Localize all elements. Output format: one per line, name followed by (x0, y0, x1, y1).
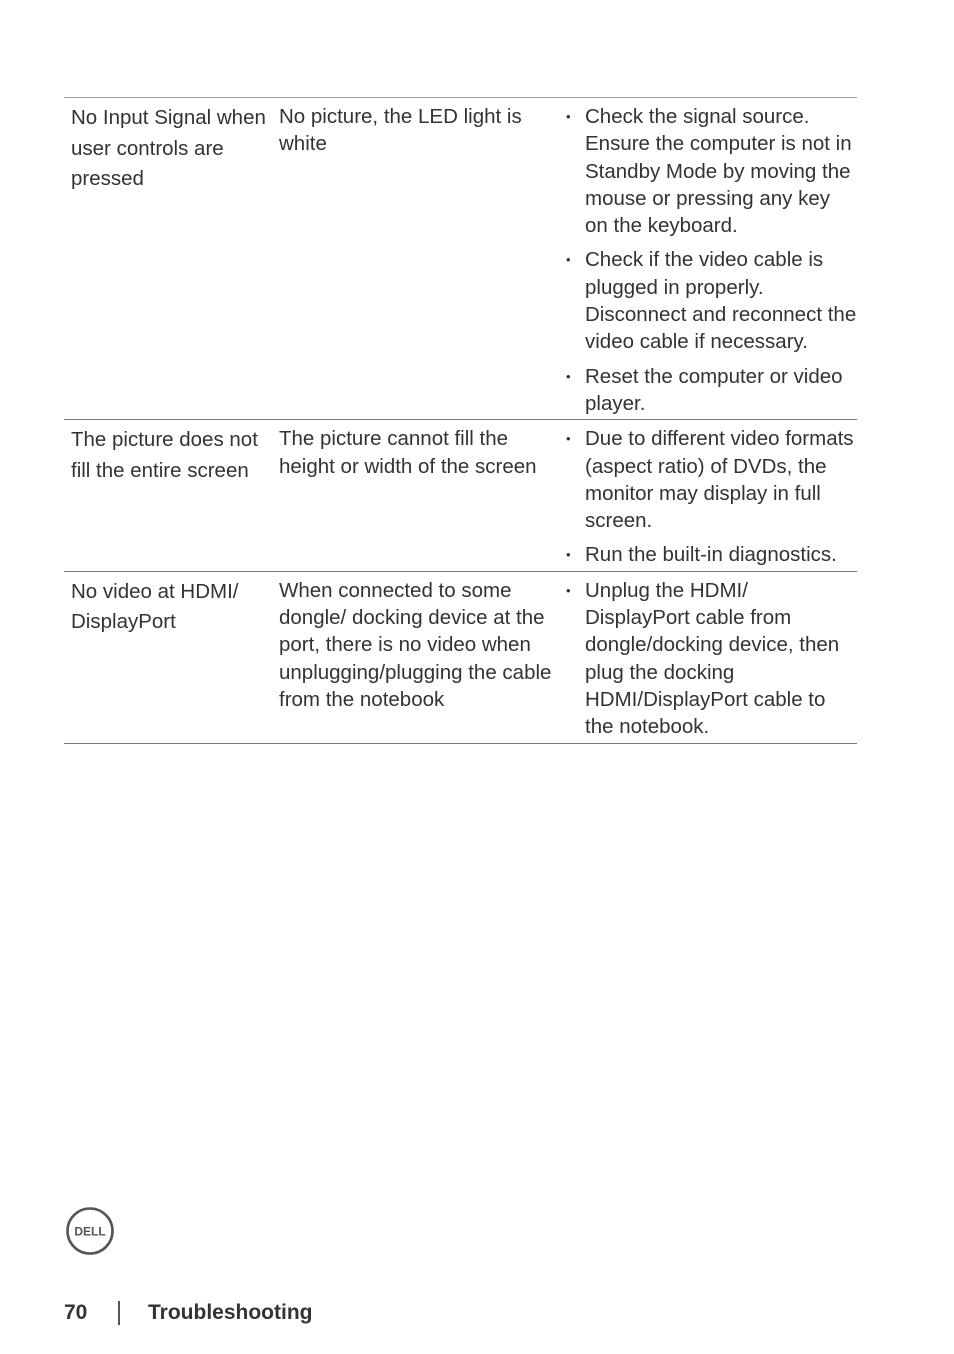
page-footer (64, 1298, 312, 1328)
bullet-icon: • (566, 252, 571, 268)
solutions-cell (562, 571, 857, 743)
list-item: • Run the built-in diagnostics. (562, 541, 857, 568)
solutions-cell (562, 420, 857, 571)
troubleshooting-table (64, 97, 857, 744)
symptom-cell: The picture cannot fill the height or width of the screen (273, 420, 562, 571)
problem-cell: No Input Signal when user controls are pressed (64, 98, 273, 420)
table-row (64, 571, 857, 743)
list-item: • Unplug the HDMI/ DisplayPort cable from dongle/docking device, then plug the docking HDMI/DisplayPort cable to the notebook. (566, 578, 840, 739)
solutions-cell (562, 98, 857, 420)
bullet-icon: • (566, 109, 571, 124)
list-item: • Check if the video cable is plugged in properly. Disconnect and reconnect the video cable if necessary. (566, 248, 857, 354)
list-item: • Check the signal source. Ensure the computer is not in Standby Mode by moving the mouse or pressing any key on the keyboard. (566, 105, 852, 238)
bullet-icon: • (566, 368, 571, 384)
section-title: Troubleshooting (148, 1301, 313, 1324)
bullet-icon: • (566, 547, 571, 563)
bullet-icon: • (566, 582, 571, 598)
problem-cell: The picture does not fill the entire screen (64, 420, 273, 571)
page-number: 70 (64, 1301, 88, 1324)
bullet-icon: • (566, 431, 571, 447)
table-row (64, 420, 857, 571)
list-item: • Due to different video formats (aspect ratio) of DVDs, the monitor may display in full screen. (566, 427, 854, 533)
symptom-cell: No picture, the LED light is white (273, 98, 562, 420)
table-row (64, 98, 857, 420)
problem-cell: No video at HDMI/ DisplayPort (64, 571, 273, 743)
footer-divider (118, 1301, 120, 1325)
list-item: • Reset the computer or video player. (566, 364, 843, 415)
svg-text:DELL: DELL (74, 1224, 106, 1239)
symptom-cell: When connected to some dongle/ docking device at the port, there is no video when unplugging/plugging the cable from the notebook (273, 571, 562, 743)
dell-logo-icon (66, 1207, 114, 1255)
